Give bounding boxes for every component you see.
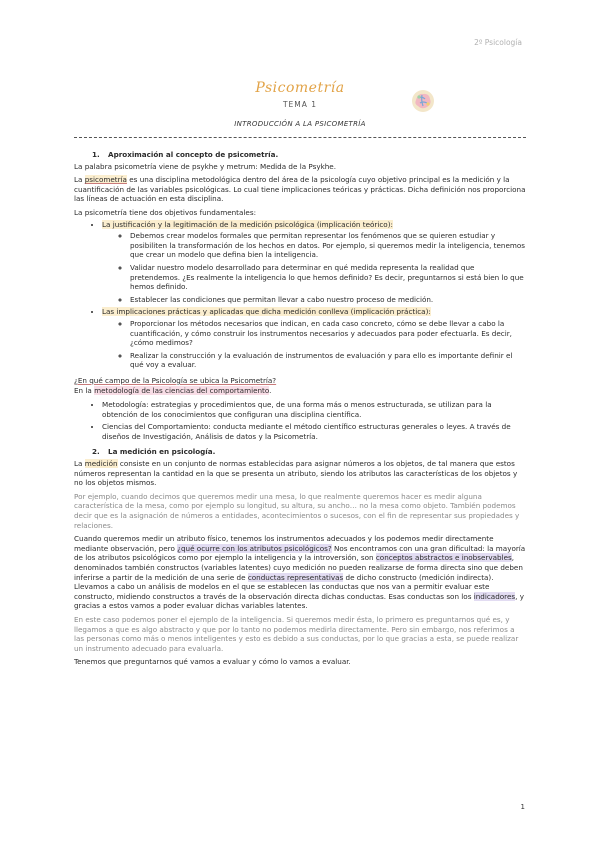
course-label: 2º Psicología [474, 38, 522, 47]
list-item: • La justificación y la legitimación de la medición psicológica (implicación teórico): ◦ Debemos crear modelos formales que permitan representar los fenómenos que se quieren estudiar y posibiliten la transformación de los hechos en datos. Por ejemplo, si queremos medir la inteligencia, tenemos que crear un modelo que defina bien la inteligencia. ◦ Validar nuestro modelo desarrollado para determinar en qué medida representa la realidad que pretendemos. ¿Es realmente la inteligencia lo que hemos definido? Es decir, preguntarnos si está bien lo que hemos definido. ◦ Establecer las condiciones que permitan llevar a cabo nuestro proceso de medición. [102, 220, 526, 305]
paragraph: Tenemos que preguntarnos qué vamos a evaluar y cómo lo vamos a evaluar. [74, 657, 351, 667]
section-heading: 2. La medición en psicología. [92, 447, 216, 457]
paragraph: En este caso podemos poner el ejemplo de la inteligencia. Si queremos medir ésta, lo primero es preguntarnos qué es, y llegamos a que es algo abstracto y que por lo tanto no podemos medirla directamente. Pero sin embargo, nos referimos a las personas como más o menos inteligentes y esto es debido a sus conductas, por lo que gracias a esta, se puede realizar un instrumento adecuado para evaluarla. [74, 614, 519, 653]
sub-list [102, 231, 526, 304]
brain-icon [410, 88, 436, 114]
paragraph: La medición consiste en un conjunto de normas establecidas para asignar números a los objetos, de tal manera que estos números representan la cantidad en la que se presenta un atributo, siendo los atributos las características de los objetos y no los objetos mismos. [74, 459, 518, 488]
paragraph: La psicometría es una disciplina metodológica dentro del área de la psicología cuyo objetivo principal es la medición y la cuantificación de las variables psicológicas. Lo cual tiene implicaciones teóricas y prácticas. Dicha definición nos proporciona las líneas de actuación en esta disciplina. [74, 175, 526, 204]
paragraph: En la metodología de las ciencias del comportamiento. [74, 386, 272, 396]
list-item: ◦ Debemos crear modelos formales que permitan representar los fenómenos que se quieren estudiar y posibiliten la transformación de los hechos en datos. Por ejemplo, si queremos medir la inteligencia, tenemos que crear un modelo que defina bien la inteligencia. [130, 231, 526, 260]
paragraph: La palabra psicometría viene de psykhe y metrum: Medida de la Psykhe. [74, 161, 337, 171]
sub-list [102, 319, 526, 370]
section-heading: 1. Aproximación al concepto de psicometría. [92, 150, 279, 159]
paragraph: Cuando queremos medir un atributo físico, tenemos los instrumentos adecuados y los podemos medir directamente mediante observación, pero ¿qué ocurre con los atributos psicológicos? Nos encontramos con una gran dificultad: la mayoría de los atributos psicológicos como por ejemplo la inteligencia y la introversión, son conceptos abstractos e inobservables, denominados también constructos (variables latentes) cuyo medición no pueden realizarse de forma directa sino que deben inferirse a partir de la medición de una serie de conductas representativas de dicho constructo (medición indirecta). Llevamos a cabo un análisis de modelos en el que se establecen las conductas que nos van a permitir evaluar este constructo, midiendo constructos a través de la observación directa dichas conductas. Esas conductas son los indicadores, y gracias a estos vamos a poder evaluar dichas variables latentes. [74, 534, 526, 611]
list-item: • Las implicaciones prácticas y aplicadas que dicha medición conlleva (implicación práctica): ◦ Proporcionar los métodos necesarios que indican, en cada caso concreto, cómo se debe llevar a cabo la cuantificación, y cómo construir los instrumentos necesarios y adecuados para poder efectuarla. Es decir, ¿cómo medimos? ◦ Realizar la construcción y la evaluación de instrumentos de evaluación y para ello es importante definir el qué voy a evaluar. [102, 307, 526, 370]
content [74, 148, 526, 671]
page-number: 1 [520, 803, 525, 811]
objectives-list [74, 220, 526, 370]
field-list [74, 400, 526, 441]
list-item: ◦ Validar nuestro modelo desarrollado para determinar en qué medida representa la realidad que pretendemos. ¿Es realmente la inteligencia lo que hemos definido? Es decir, preguntarnos si está bien lo que hemos definido. [130, 263, 526, 292]
tema-label: TEMA 1 [282, 100, 318, 109]
document-title: Psicometría [255, 80, 345, 96]
paragraph: Por ejemplo, cuando decimos que queremos medir una mesa, lo que realmente queremos hacer es medir alguna característica de la mesa, como por ejemplo su longitud, su altura, su ancho… no la mesa como objeto. También podemos decir que es la asignación de números a entidades, acontecimientos o sucesos, con el fin de representar sus propiedades y relaciones. [74, 491, 520, 530]
list-item: ◦ Realizar la construcción y la evaluación de instrumentos de evaluación y para ello es importante definir el qué voy a evaluar. [130, 351, 526, 370]
paragraph: La psicometría tiene dos objetivos fundamentales: [74, 207, 256, 217]
document-subtitle: INTRODUCCIÓN A LA PSICOMETRÍA [234, 120, 366, 128]
question: ¿En qué campo de la Psicología se ubica la Psicometría? [74, 375, 277, 385]
list-item: • Metodología: estrategias y procedimientos que, de una forma más o menos estructurada, se utilizan para la obtención de los conocimientos que configuran una disciplina científica. [102, 400, 526, 419]
divider [74, 137, 526, 138]
list-item: ◦ Establecer las condiciones que permitan llevar a cabo nuestro proceso de medición. [130, 295, 526, 305]
list-item: ◦ Proporcionar los métodos necesarios que indican, en cada caso concreto, cómo se debe llevar a cabo la cuantificación, y cómo construir los instrumentos necesarios y adecuados para poder efectuarla. Es decir, ¿cómo medimos? [130, 319, 526, 348]
list-item: • Ciencias del Comportamiento: conducta mediante el método científico estructuras generales o leyes. A través de diseños de Investigación, Análisis de datos y la Psicometría. [102, 422, 526, 441]
